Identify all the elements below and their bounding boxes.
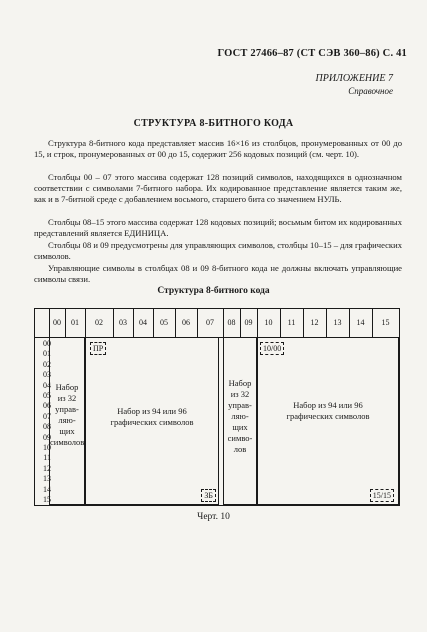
- column-separator: [240, 309, 241, 337]
- del-tag: ЗБ: [201, 489, 216, 502]
- row-label: 04: [43, 380, 51, 390]
- row-label: 06: [43, 401, 51, 411]
- row-label: 08: [43, 422, 51, 432]
- column-separator: [49, 309, 50, 337]
- paragraph-3: Столбцы 08–15 этого массива содержат 128 кодовых позиций; восьмым битом их кодированных представлений является ЕДИНИЦА.: [34, 217, 402, 239]
- column-header: 08: [227, 318, 236, 327]
- column-header: 02: [95, 318, 103, 327]
- column-header: 00: [53, 318, 61, 327]
- row-label: 15: [43, 495, 51, 504]
- control-set-2-label: [224, 378, 256, 455]
- control-set-1-label: [50, 382, 84, 448]
- row-label: 00: [43, 339, 51, 348]
- row-label: 01: [43, 349, 51, 359]
- row-label: 03: [43, 370, 51, 380]
- column-header: 03: [119, 318, 127, 327]
- column-header: 09: [244, 318, 253, 327]
- control-set-1-line: ляю-: [58, 415, 76, 425]
- row-label: 14: [43, 484, 51, 494]
- row-label: 10: [43, 443, 51, 452]
- column-header: 15: [381, 318, 390, 327]
- appendix-subtitle: Справочное: [348, 86, 393, 96]
- graphic-set-2-line: Набор из 94 или 96: [293, 400, 363, 410]
- graphic-set-2-label: [258, 400, 398, 422]
- column-header: 12: [310, 318, 319, 327]
- column-separator: [372, 309, 373, 337]
- code-10-00-tag: 10/00: [260, 342, 284, 355]
- control-set-2-line: ляю-: [231, 411, 249, 421]
- graphic-set-2-region: [257, 337, 399, 505]
- graphic-set-2-line: графических символов: [286, 411, 370, 421]
- page-header: ГОСТ 27466–87 (СТ СЭВ 360–86) С. 41: [217, 48, 407, 59]
- paragraph-2: Столбцы 00 – 07 этого массива содержат 128 позиций символов, находящихся в однозначном соответствии с символами 7-битного набора. Их кодированное представление является таким же, как и в 7-битной среде с добавлением восьмого, старшего бита со значением НУЛЬ.: [34, 172, 402, 205]
- row-label: 02: [43, 359, 51, 369]
- column-header: 01: [71, 318, 79, 327]
- row-label: 13: [43, 474, 51, 484]
- control-set-2-line: Набор: [228, 378, 252, 388]
- graphic-set-1-label: [86, 406, 218, 428]
- control-set-1-region: [49, 337, 85, 505]
- column-header: 11: [287, 318, 296, 327]
- graphic-set-1-line: графических символов: [110, 417, 194, 427]
- column-separator: [280, 309, 281, 337]
- control-set-2-line: из 32: [230, 389, 250, 399]
- paragraph-5: Управляющие символы в столбцах 08 и 09 8-битного кода не должны включать управляющие символы связи.: [34, 263, 402, 285]
- figure-caption: Черт. 10: [197, 512, 230, 522]
- column-header: 06: [182, 318, 190, 327]
- control-set-2-line: управ-: [228, 400, 252, 410]
- column-separator: [197, 309, 198, 337]
- control-set-1-line: Набор: [55, 382, 79, 392]
- row-label: 12: [43, 463, 51, 473]
- column-header: 14: [356, 318, 365, 327]
- row-label: 11: [43, 453, 51, 463]
- column-separator: [349, 309, 350, 337]
- column-separator: [257, 309, 258, 337]
- control-set-1-line: из 32: [57, 393, 77, 403]
- column-header: 05: [160, 318, 168, 327]
- graphic-set-1-region: [85, 337, 219, 505]
- figure-title: Структура 8-битного кода: [157, 286, 270, 296]
- row-label: 05: [43, 391, 51, 400]
- control-set-2-line: лов: [233, 444, 247, 454]
- appendix-label: [316, 73, 394, 97]
- column-header: 10: [264, 318, 273, 327]
- control-set-1-line: символов: [50, 437, 85, 447]
- control-set-1-line: управ-: [55, 404, 79, 414]
- code-table: [34, 308, 400, 506]
- control-set-1-line: щих: [59, 426, 75, 436]
- column-separator: [153, 309, 154, 337]
- paragraph-1: Структура 8-битного кода представляет массив 16×16 из столбцов, пронумерованных от 00 до 15, и строк, пронумерованных от 00 до 15, содержит 256 кодовых позиций (см. черт. 10).: [34, 138, 402, 160]
- control-set-2-region: [223, 337, 257, 505]
- column-separator: [133, 309, 134, 337]
- column-separator: [223, 309, 224, 337]
- row-label: 07: [43, 411, 51, 421]
- section-title: СТРУКТУРА 8-БИТНОГО КОДА: [133, 118, 294, 129]
- code-15-15-tag: 15/15: [370, 489, 394, 502]
- row-label: 09: [43, 432, 51, 442]
- column-separator: [113, 309, 114, 337]
- column-separator: [65, 309, 66, 337]
- column-header: 13: [333, 318, 342, 327]
- graphic-set-1-line: Набор из 94 или 96: [117, 406, 187, 416]
- sp-tag: ПР: [90, 342, 106, 355]
- column-separator: [303, 309, 304, 337]
- column-separator: [175, 309, 176, 337]
- control-set-2-line: щих: [232, 422, 248, 432]
- column-header: 04: [139, 318, 147, 327]
- control-set-2-line: симво-: [227, 433, 253, 443]
- column-separator: [85, 309, 86, 337]
- appendix-title: ПРИЛОЖЕНИЕ 7: [315, 73, 393, 84]
- column-header: 07: [206, 318, 214, 327]
- column-separator: [326, 309, 327, 337]
- paragraph-4: Столбцы 08 и 09 предусмотрены для управляющих символов, столбцы 10–15 – для графических символов.: [34, 240, 402, 262]
